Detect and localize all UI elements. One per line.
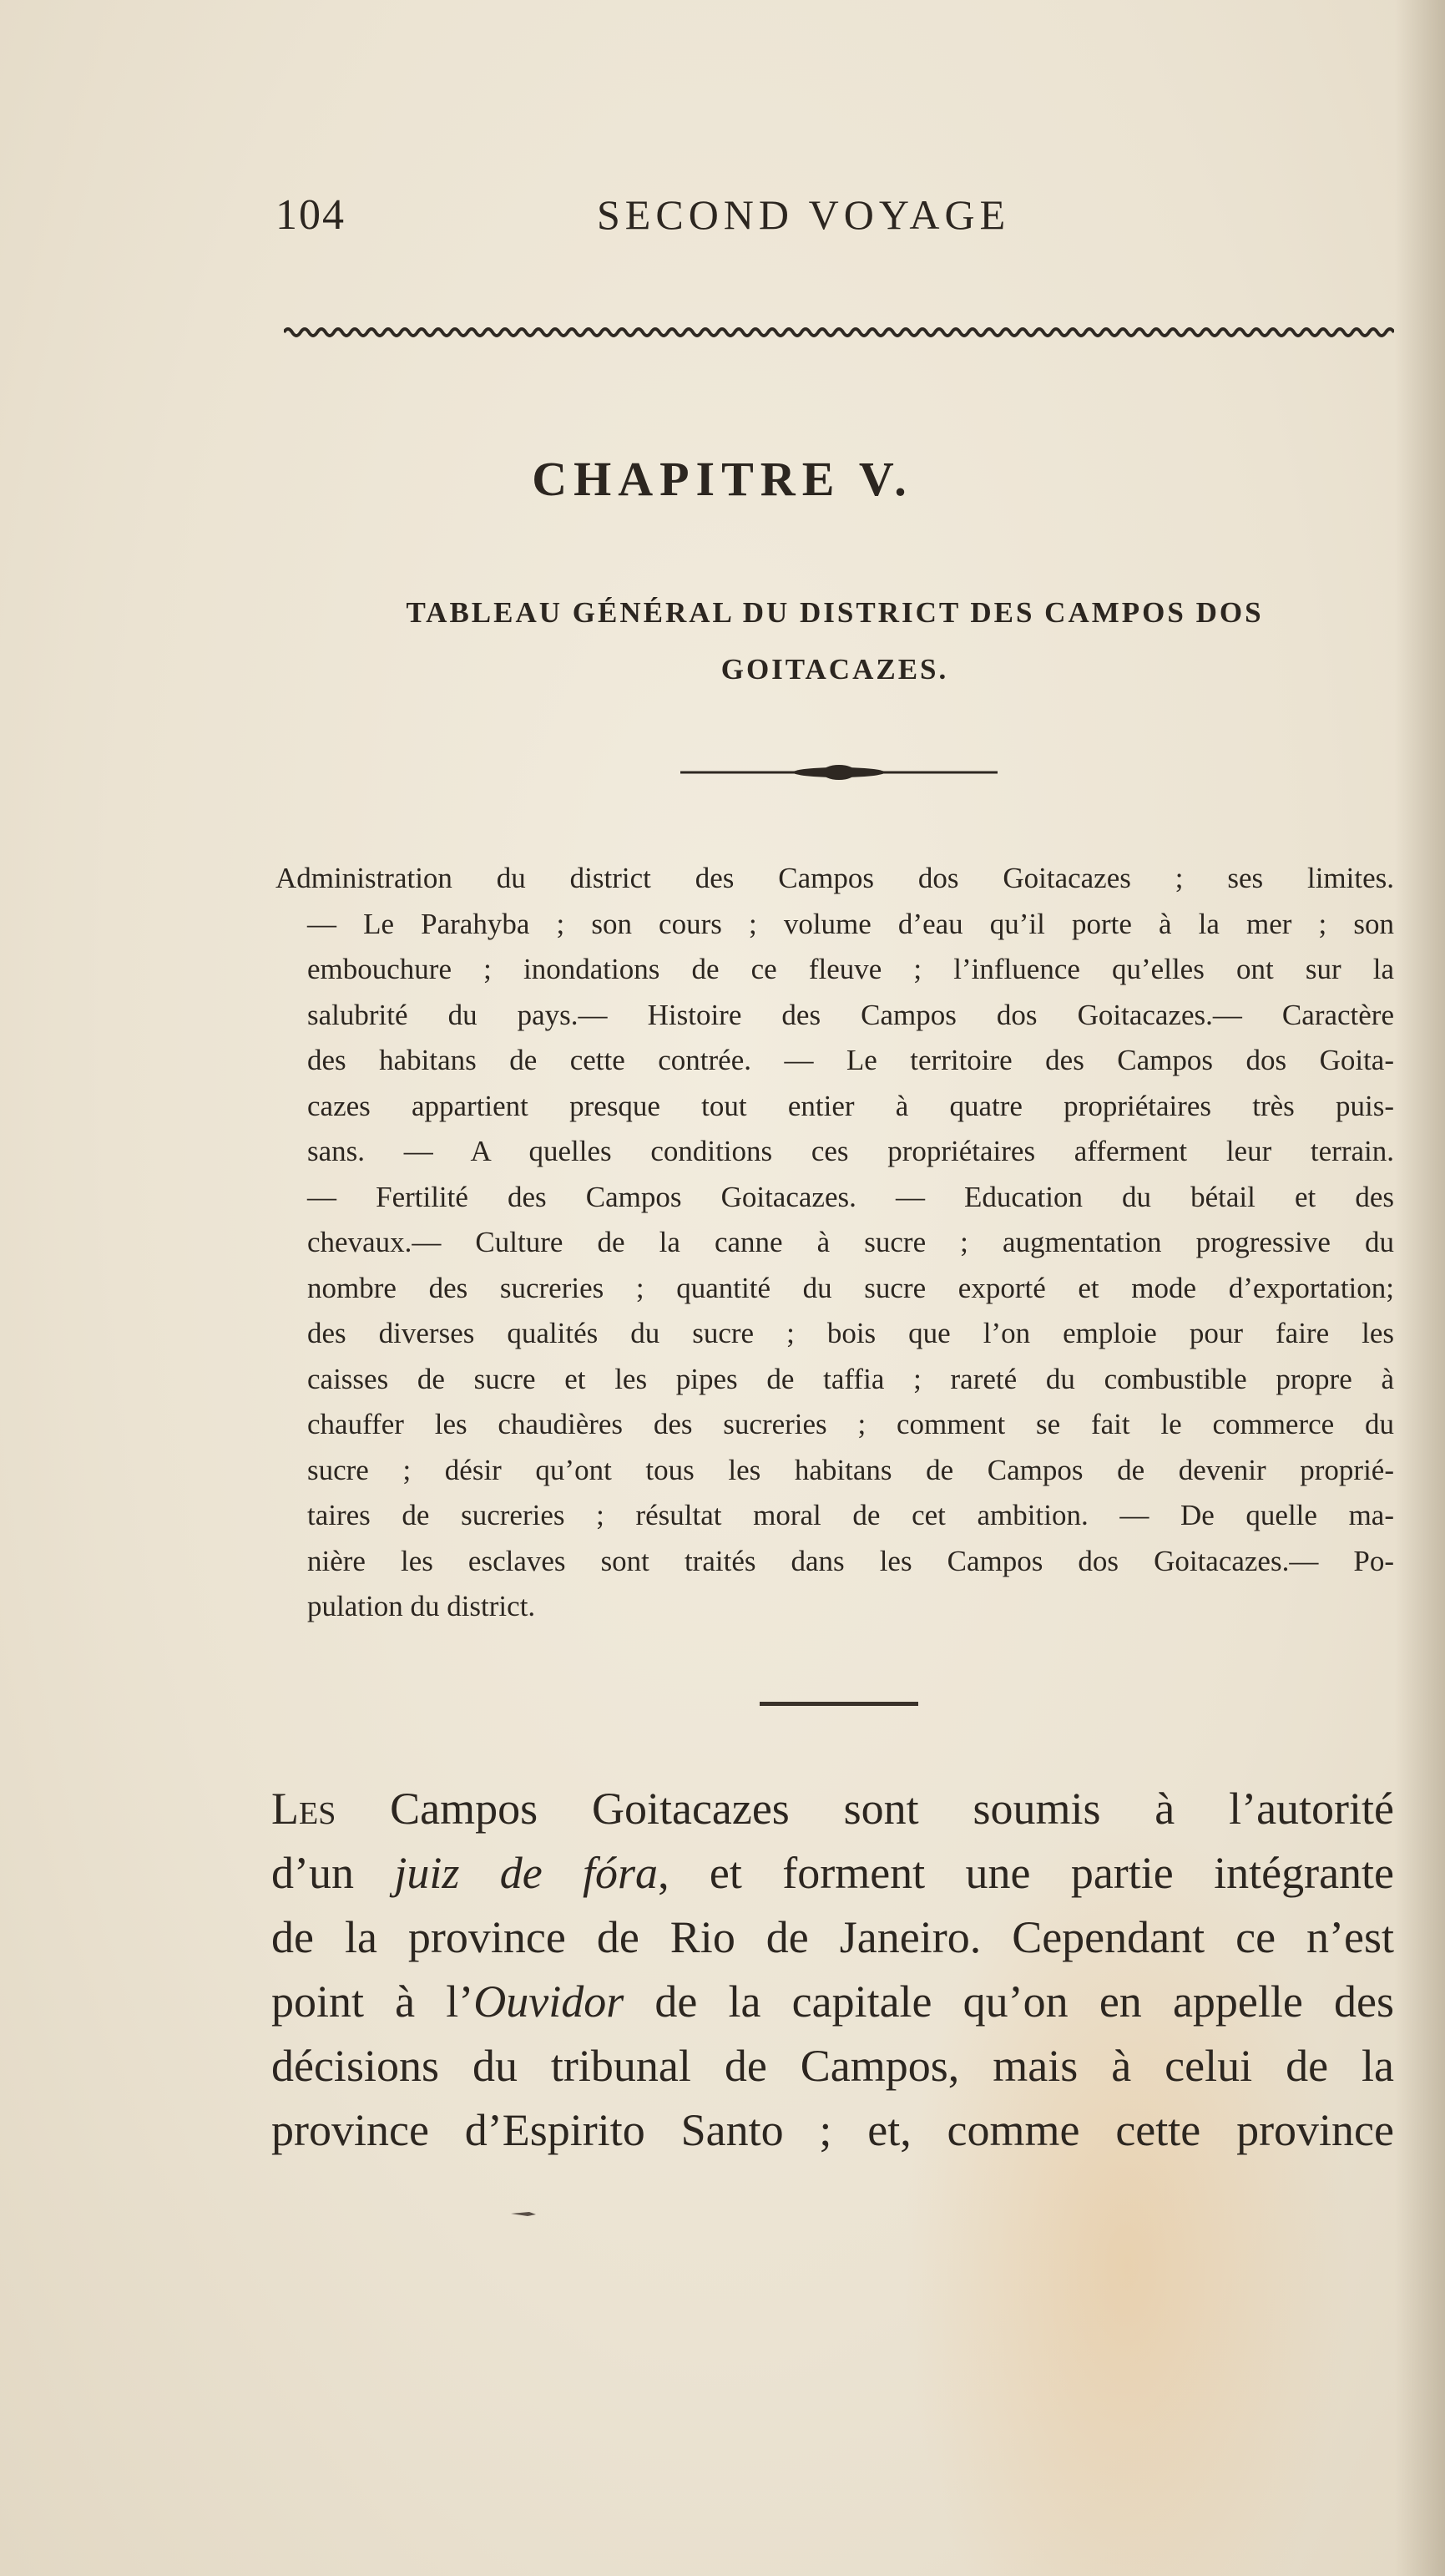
italic-term: Ouvidor — [473, 1976, 624, 2027]
body-line-text: de la capitale qu’on en appelle des — [654, 1976, 1394, 2027]
opening-word: Les — [271, 1784, 336, 1834]
body-line-text: , et forment une partie intégrante — [658, 1848, 1395, 1898]
summary-line: sans. — A quelles conditions ces propriétaires afferment leur terrain. — [307, 1135, 1394, 1167]
summary-line: embouchure ; inondations de ce fleuve ; l’influence qu’elles ont sur la — [307, 953, 1394, 985]
summary-line: nière les esclaves sont traités dans les Campos dos Goitacazes.— Po- — [307, 1544, 1394, 1577]
chapter-subtitle — [250, 585, 1419, 698]
summary-line: nombre des sucreries ; quantité du sucre exporté et mode d’exportation; — [307, 1271, 1394, 1304]
summary-line: — Fertilité des Campos Goitacazes. — Education du bétail et des — [307, 1180, 1394, 1213]
ornamental-rule — [284, 324, 1394, 341]
running-head — [275, 190, 1110, 249]
running-title: SECOND VOYAGE — [597, 191, 1011, 238]
body-line-text: Campos Goitacazes sont soumis à l’autorité — [390, 1784, 1394, 1834]
ink-mark — [511, 2209, 536, 2219]
chapter-subtitle-line-1: TABLEAU GÉNÉRAL DU DISTRICT DES CAMPOS DOS — [406, 596, 1264, 629]
summary-line: pulation du district. — [307, 1590, 536, 1622]
summary-line: chevaux.— Culture de la canne à sucre ; augmentation progressive du — [307, 1226, 1394, 1258]
flourish-ornament — [672, 756, 1006, 789]
summary-line: des habitans de cette contrée. — Le territoire des Campos dos Goita- — [307, 1044, 1394, 1076]
body-line: province d’Espirito Santo ; et, comme cette province — [271, 2105, 1394, 2155]
body-line-text: d’un — [271, 1848, 354, 1898]
summary-line: cazes appartient presque tout entier à quatre propriétaires très puis- — [307, 1089, 1394, 1122]
body-line: décisions du tribunal de Campos, mais à celui de la — [271, 2041, 1394, 2091]
body-line-text: point à l’ — [271, 1976, 474, 2027]
body-line — [271, 1841, 1394, 1905]
chapter-subtitle-line-2: GOITACAZES. — [720, 653, 949, 686]
italic-term: juiz de fóra — [394, 1848, 659, 1898]
body-line: de la province de Rio de Janeiro. Cependant ce n’est — [271, 1912, 1394, 1962]
summary-line: taires de sucreries ; résultat moral de cet ambition. — De quelle ma- — [307, 1499, 1394, 1531]
chapter-title: CHAPITRE V. — [532, 452, 913, 506]
summary-line: caisses de sucre et les pipes de taffia ; rareté du combustible propre à — [307, 1362, 1394, 1395]
summary-line: sucre ; désir qu’ont tous les habitans de Campos de devenir proprié- — [307, 1453, 1394, 1486]
page-number: 104 — [275, 191, 346, 239]
summary-line: salubrité du pays.— Histoire des Campos dos Goitacazes.— Caractère — [307, 998, 1394, 1031]
chapter-summary — [275, 856, 1394, 1630]
summary-line: Administration du district des Campos dos Goitacazes ; ses limites. — [275, 862, 1394, 894]
section-divider — [760, 1702, 918, 1706]
page-gutter-shadow — [1395, 0, 1445, 2576]
summary-line: — Le Parahyba ; son cours ; volume d’eau qu’il porte à la mer ; son — [307, 907, 1394, 940]
summary-line: des diverses qualités du sucre ; bois que l’on emploie pour faire les — [307, 1317, 1394, 1349]
body-paragraph — [271, 1777, 1394, 2163]
body-line — [271, 1970, 1394, 2034]
body-line — [271, 1777, 1394, 1841]
summary-line: chauffer les chaudières des sucreries ; comment se fait le commerce du — [307, 1408, 1394, 1440]
